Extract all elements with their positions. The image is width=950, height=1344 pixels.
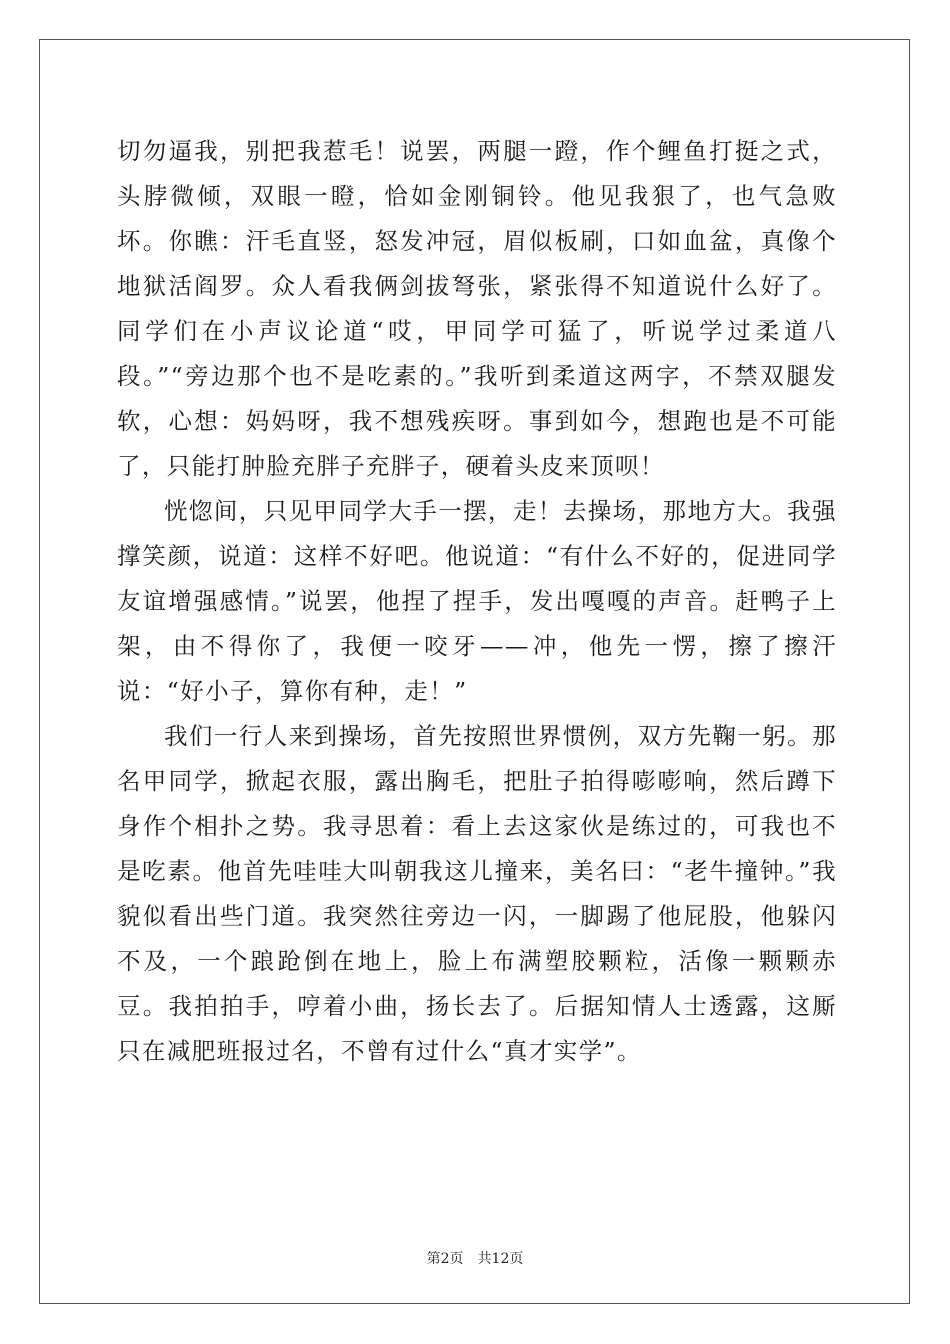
document-body <box>117 129 837 1074</box>
paragraph-1: 切勿逼我，别把我惹毛！说罢，两腿一蹬，作个鲤鱼打挺之式，头脖微倾，双眼一瞪，恰如金刚铜铃。他见我狠了，也气急败坏。你瞧：汗毛直竖，怒发冲冠，眉似板刷，口如血盆，真像个地狱活阎罗。众人看我俩剑拔弩张，紧张得不知道说什么好了。同学们在小声议论道“哎，甲同学可猛了，听说学过柔道八段。”“旁边那个也不是吃素的。”我听到柔道这两字，不禁双腿发软，心想：妈妈呀，我不想残疾呀。事到如今，想跑也是不可能了，只能打肿脸充胖子充胖子，硬着头皮来顶呗！ <box>117 137 837 480</box>
paragraph-2: 恍惚间，只见甲同学大手一摆，走！去操场，那地方大。我强撑笑颜，说道：这样不好吧。他说道：“有什么不好的，促进同学友谊增强感情。”说罢，他捏了捏手，发出嘎嘎的声音。赶鸭子上架，由不得你了，我便一咬牙——冲，他先一愣，擦了擦汗说：“好小子，算你有种，走！” <box>117 497 837 705</box>
page-number-footer: 第2页 共12页 <box>426 1251 524 1267</box>
paragraph-3: 我们一行人来到操场，首先按照世界惯例，双方先鞠一躬。那名甲同学，掀起衣服，露出胸毛，把肚子拍得嘭嘭响，然后蹲下身作个相扑之势。我寻思着：看上去这家伙是练过的，可我也不是吃素。他首先哇哇大叫朝我这儿撞来，美名曰：“老牛撞钟。”我貌似看出些门道。我突然往旁边一闪，一脚踢了他屁股，他躲闪不及，一个踉跄倒在地上，脸上布满塑胶颗粒，活像一颗颗赤豆。我拍拍手，哼着小曲，扬长去了。后据知情人士透露，这厮只在减肥班报过名，不曾有过什么“真才实学”。 <box>117 722 837 1065</box>
